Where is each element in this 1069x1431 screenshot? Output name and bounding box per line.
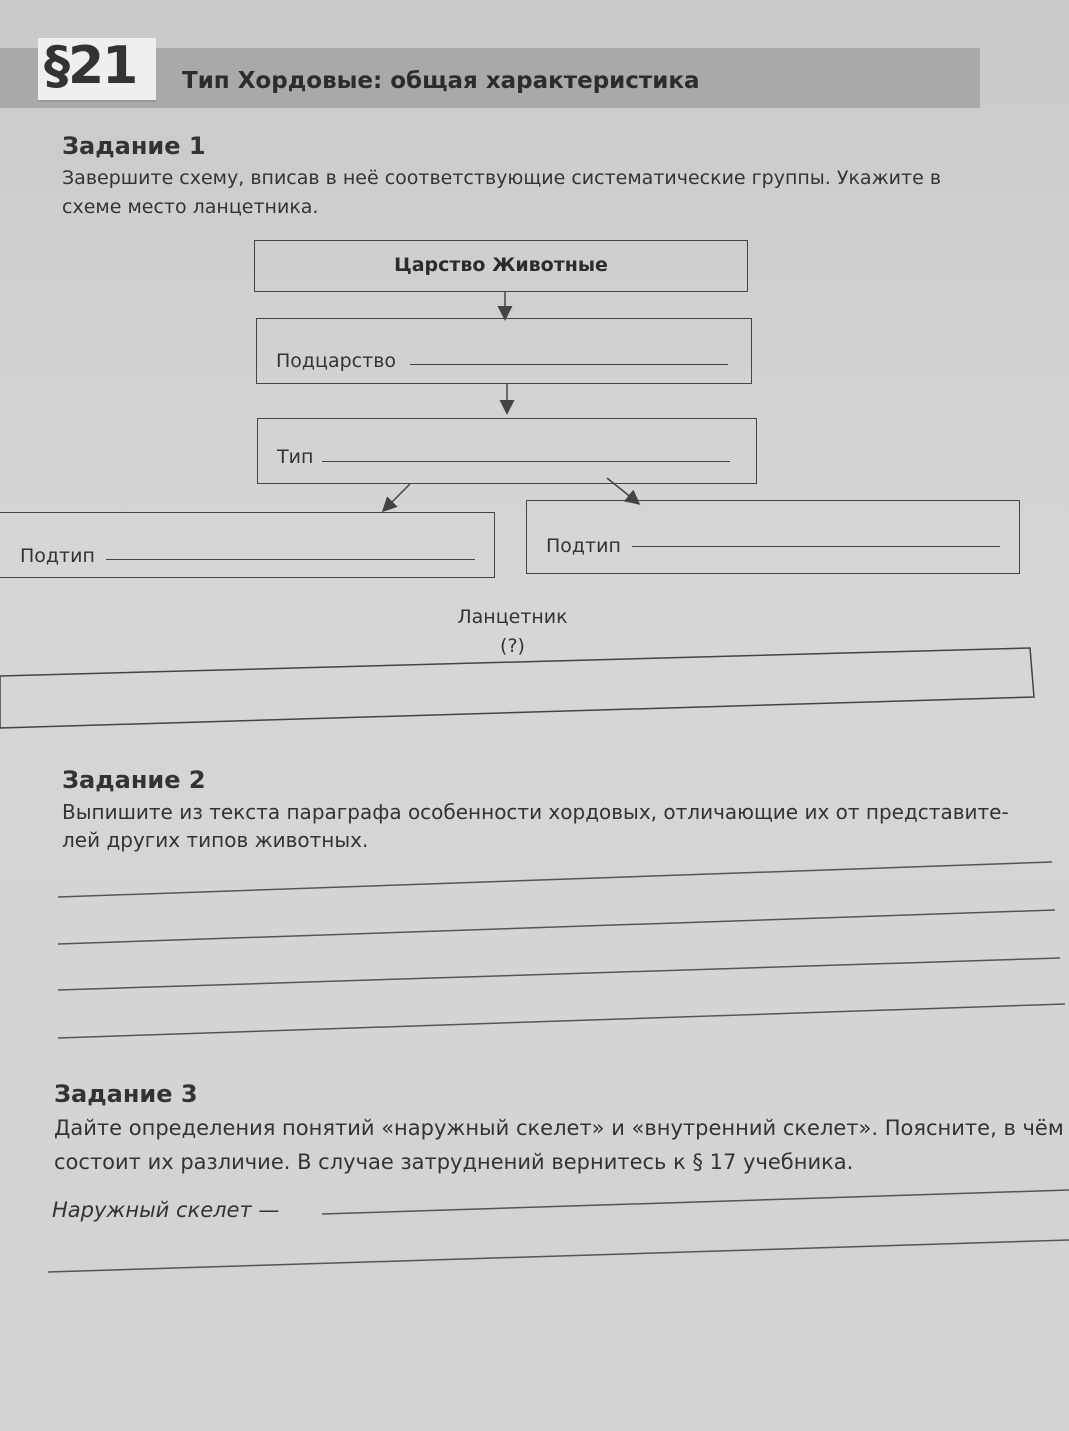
task2-heading: Задание 2 (62, 766, 206, 794)
task3-text-line2: состоит их различие. В случае затруднений вернитесь к § 17 учебника. (54, 1150, 854, 1174)
phylum-box (257, 418, 757, 484)
phylum-label: Тип (277, 446, 314, 468)
chapter-title: Тип Хордовые: общая характеристика (182, 68, 700, 94)
section-number: §21 (44, 36, 137, 96)
subkingdom-blank (410, 364, 728, 365)
subphylum-right-blank (632, 546, 1000, 547)
subphylum-right-label: Подтип (546, 535, 621, 557)
task1-text-line2: схеме место ланцетника. (62, 196, 319, 218)
answer-line (48, 1240, 1069, 1272)
kingdom-label: Царство Животные (394, 254, 608, 276)
task2-text-line2: лей других типов животных. (62, 828, 369, 852)
task2-text-line1: Выпишите из текста параграфа особенности хордовых, отличающие их от представите- (62, 800, 1009, 824)
task3-text-line1: Дайте определения понятий «наружный скелет» и «внутренний скелет». Поясните, в чём (54, 1116, 1064, 1140)
task3-heading: Задание 3 (54, 1080, 198, 1108)
answer-line (58, 1004, 1065, 1038)
subkingdom-label: Подцарство (276, 350, 397, 372)
lancelet-box (0, 648, 1034, 728)
task1-text-line1: Завершите схему, вписав в неё соответствующие систематические группы. Укажите в (62, 167, 942, 189)
subphylum-left-blank (106, 559, 475, 560)
answer-line (58, 958, 1060, 990)
lancelet-question: (?) (500, 635, 525, 657)
outer-skeleton-label: Наружный скелет — (52, 1198, 280, 1222)
arrow-phylum-left (384, 484, 410, 510)
subphylum-left-label: Подтип (20, 545, 95, 567)
task1-heading: Задание 1 (62, 132, 206, 160)
answer-line (58, 862, 1052, 897)
answer-line (58, 910, 1055, 944)
lancelet-label: Ланцетник (457, 606, 568, 628)
phylum-blank (322, 461, 730, 462)
answer-line (322, 1190, 1069, 1214)
